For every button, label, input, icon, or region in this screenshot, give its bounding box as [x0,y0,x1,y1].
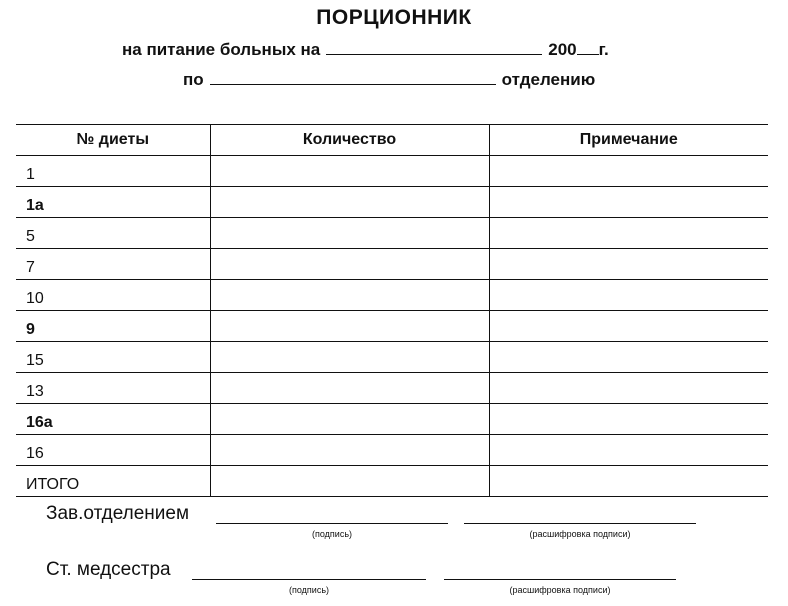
quantity-cell[interactable] [210,342,489,373]
diet-number-cell: 15 [16,342,210,373]
table-row [16,435,768,466]
date-blank-field[interactable] [326,40,542,55]
diet-portion-table [16,124,768,497]
diet-number-cell: 5 [16,218,210,249]
diet-number-cell: ИТОГО [16,466,210,497]
quantity-cell[interactable] [210,187,489,218]
quantity-cell[interactable] [210,218,489,249]
column-header-quantity: Количество [210,125,489,156]
note-cell[interactable] [489,342,768,373]
diet-number-cell: 1 [16,156,210,187]
table-row [16,342,768,373]
senior-nurse-label: Ст. медсестра [46,559,171,580]
quantity-cell[interactable] [210,435,489,466]
quantity-cell[interactable] [210,404,489,435]
note-cell[interactable] [489,187,768,218]
head-decoding-field[interactable] [464,522,696,524]
department-suffix: отделению [501,70,596,89]
table-row [16,466,768,497]
head-signature-field[interactable] [216,522,448,524]
year-prefix: 200 [548,40,577,59]
nurse-signature-caption: (подпись) [288,585,330,595]
diet-number-cell: 16а [16,404,210,435]
date-line [122,40,609,60]
table-row [16,249,768,280]
note-cell[interactable] [489,373,768,404]
diet-number-cell: 9 [16,311,210,342]
nurse-signature-field[interactable] [192,578,426,580]
head-signature-caption: (подпись) [311,529,353,539]
department-prefix: по [183,70,204,89]
department-line [183,70,595,90]
table-header-row [16,125,768,156]
note-cell[interactable] [489,280,768,311]
quantity-cell[interactable] [210,249,489,280]
nurse-decoding-caption: (расшифровка подписи) [509,585,611,595]
table-row [16,373,768,404]
table-row [16,311,768,342]
diet-number-cell: 16 [16,435,210,466]
quantity-cell[interactable] [210,466,489,497]
note-cell[interactable] [489,311,768,342]
quantity-cell[interactable] [210,156,489,187]
year-suffix: г. [598,40,609,59]
diet-number-cell: 13 [16,373,210,404]
table-body [16,156,768,497]
table-row [16,280,768,311]
nurse-decoding-field[interactable] [444,578,676,580]
table-row [16,218,768,249]
note-cell[interactable] [489,435,768,466]
date-line-prefix: на питание больных на [122,40,321,59]
note-cell[interactable] [489,249,768,280]
diet-number-cell: 1а [16,187,210,218]
head-decoding-caption: (расшифровка подписи) [529,529,631,539]
table-row [16,187,768,218]
diet-number-cell: 10 [16,280,210,311]
column-header-diet: № диеты [16,125,210,156]
note-cell[interactable] [489,156,768,187]
note-cell[interactable] [489,404,768,435]
table-row [16,156,768,187]
diet-number-cell: 7 [16,249,210,280]
year-blank-field[interactable] [577,40,599,55]
form-title: ПОРЦИОННИК [316,6,472,29]
quantity-cell[interactable] [210,280,489,311]
note-cell[interactable] [489,218,768,249]
note-cell[interactable] [489,466,768,497]
department-blank-field[interactable] [210,70,496,85]
table-row [16,404,768,435]
quantity-cell[interactable] [210,311,489,342]
quantity-cell[interactable] [210,373,489,404]
column-header-note: Примечание [489,125,768,156]
head-of-department-label: Зав.отделением [46,503,190,524]
